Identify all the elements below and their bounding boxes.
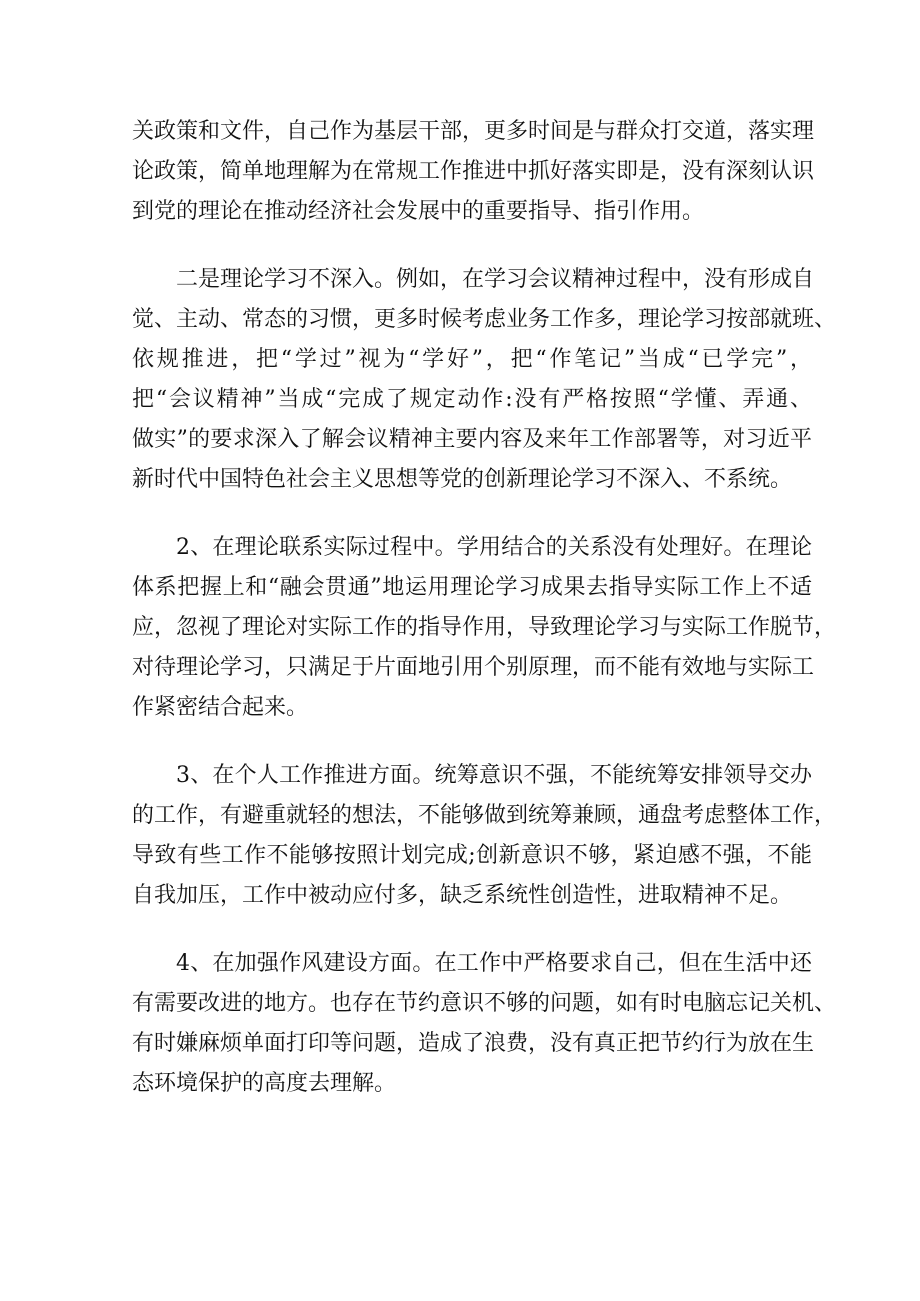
text-line: 体系把握上和“融会贯通”地运用理论学习成果去指导实际工作上不适 bbox=[132, 575, 812, 600]
text-line: 依规推进，把“学过”视为“学好”，把“作笔记”当成“已学完”， bbox=[132, 347, 812, 372]
text-line: 应，忽视了理论对实际工作的指导作用，导致理论学习与实际工作脱节， bbox=[132, 615, 837, 640]
text-line: 把“会议精神”当成“完成了规定动作:没有严格按照“学懂、弄通、 bbox=[132, 387, 812, 412]
text-line: 3、在个人工作推进方面。统筹意识不强，不能统筹安排领导交办 bbox=[176, 763, 812, 788]
text-line: 对待理论学习，只满足于片面地引用个别原理，而不能有效地与实际工 bbox=[132, 655, 815, 680]
text-line: 自我加压，工作中被动应付多，缺乏系统性创造性，进取精神不足。 bbox=[132, 883, 793, 908]
paragraph-2 bbox=[132, 260, 837, 500]
text-line: 论政策，简单地理解为在常规工作推进中抓好落实即是，没有深刻认识 bbox=[132, 159, 815, 184]
text-line: 关政策和文件，自己作为基层干部，更多时间是与群众打交道，落实理 bbox=[132, 119, 815, 144]
text-line: 二是理论学习不深入。例如，在学习会议精神过程中，没有形成自 bbox=[176, 267, 815, 292]
paragraph-4 bbox=[132, 756, 837, 916]
text-line: 导致有些工作不能够按照计划完成;创新意识不够，紧迫感不强，不能 bbox=[132, 843, 812, 868]
text-line: 新时代中国特色社会主义思想等党的创新理论学习不深入、不系统。 bbox=[132, 467, 793, 492]
document-body bbox=[132, 112, 837, 1132]
text-line: 作紧密结合起来。 bbox=[132, 695, 309, 720]
text-line: 有时嫌麻烦单面打印等问题，造成了浪费，没有真正把节约行为放在生 bbox=[132, 1031, 815, 1056]
text-line: 做实”的要求深入了解会议精神主要内容及来年工作部署等，对习近平 bbox=[132, 427, 812, 452]
text-line: 到党的理论在推动经济社会发展中的重要指导、指引作用。 bbox=[132, 199, 705, 224]
paragraph-5 bbox=[132, 944, 837, 1104]
text-line: 有需要改进的地方。也存在节约意识不够的问题，如有时电脑忘记关机、 bbox=[132, 991, 837, 1016]
text-line: 2、在理论联系实际过程中。学用结合的关系没有处理好。在理论 bbox=[176, 535, 812, 560]
paragraph-1 bbox=[132, 112, 815, 232]
text-line: 觉、主动、常态的习惯，更多时候考虑业务工作多，理论学习按部就班、 bbox=[132, 307, 837, 332]
text-line: 态环境保护的高度去理解。 bbox=[132, 1071, 397, 1096]
text-line: 的工作，有避重就轻的想法，不能够做到统筹兼顾，通盘考虑整体工作， bbox=[132, 803, 837, 828]
text-line: 4、在加强作风建设方面。在工作中严格要求自己，但在生活中还 bbox=[176, 951, 812, 976]
paragraph-3 bbox=[132, 528, 837, 728]
